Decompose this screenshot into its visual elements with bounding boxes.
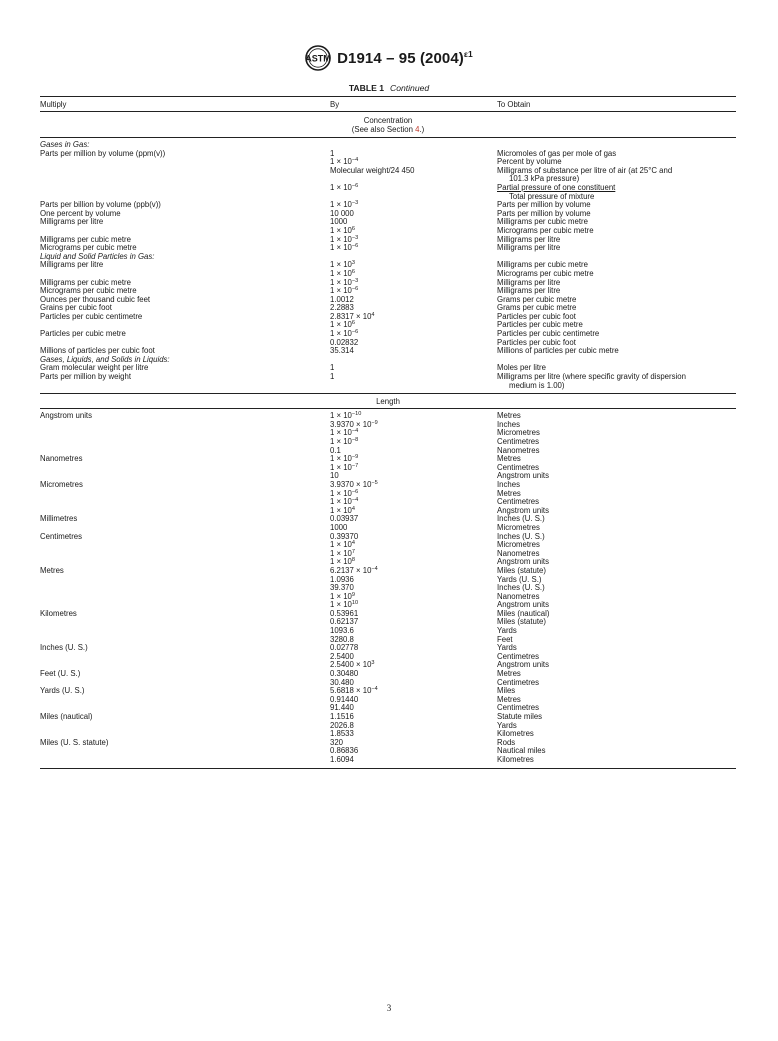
- multiply-cell: [40, 576, 330, 585]
- multiply-cell: [40, 472, 330, 481]
- document-designation: D1914 – 95 $(2004)^{\varepsilon 1}$: [337, 48, 473, 67]
- by-cell: 39.370: [330, 583, 354, 593]
- multiply-cell: [40, 584, 330, 593]
- multiply-cell: [40, 593, 330, 602]
- by-cell: $2.8317 \times 10^4$: [330, 311, 375, 321]
- partial-pressure-numerator: Partial pressure of one constituent: [497, 182, 616, 192]
- multiply-cell: [40, 618, 330, 627]
- to-obtain-cell: Feet: [497, 634, 513, 644]
- multiply-cell: Grains per cubic foot: [40, 303, 112, 313]
- to-obtain-cell: Particles per cubic foot: [497, 337, 576, 347]
- multiply-cell: Parts per million by weight: [40, 372, 132, 382]
- table-continued: Continued: [389, 83, 430, 93]
- by-cell: $1 \times 10^{-4}$: [330, 497, 359, 507]
- column-header-to-obtain: To Obtain: [497, 99, 531, 109]
- by-cell: $1 \times 10^3$: [330, 260, 356, 270]
- to-obtain-cell: Milligrams per cubic metre: [497, 217, 588, 227]
- by-cell: 1093.6: [330, 626, 354, 636]
- astm-logo-icon: [305, 45, 331, 71]
- by-cell: 1000: [330, 217, 348, 227]
- multiply-cell: Particles per cubic centimetre: [40, 311, 143, 321]
- table-row: [40, 330, 736, 339]
- table-row: [40, 218, 736, 227]
- to-obtain-cell: Micrometres: [497, 428, 540, 438]
- to-obtain-cell: Micromoles of gas per mole of gas: [497, 148, 617, 158]
- category-liquid-solid-particles: Liquid and Solid Particles in Gas:: [40, 251, 155, 261]
- section-header-concentration: Concentration (See also Section 4.): [40, 112, 736, 138]
- multiply-cell: Miles (nautical): [40, 712, 93, 721]
- by-cell: $1 \times 10^{-6}$: [330, 329, 359, 339]
- by-cell: 35.314: [330, 346, 354, 356]
- multiply-cell: [40, 747, 330, 756]
- multiply-cell: [40, 429, 330, 438]
- table-row: [40, 670, 736, 679]
- multiply-cell: Parts per billion by volume (ppb(v)): [40, 200, 161, 210]
- table-column-headers: [40, 97, 736, 112]
- table-row: [40, 584, 736, 593]
- multiply-cell: [40, 524, 330, 533]
- table-caption: [0, 83, 778, 93]
- category-gases-liquids-solids: Gases, Liquids, and Solids in Liquids:: [40, 354, 170, 364]
- table-row: [40, 576, 736, 585]
- to-obtain-cell: Milligrams per litre (where specific gravity of dispersion medium is 1.00): [497, 372, 686, 390]
- by-cell: 0.53961: [330, 608, 359, 618]
- table-label: TABLE 1: [348, 83, 384, 93]
- multiply-cell: Millimetres: [40, 514, 78, 524]
- to-obtain-cell: Centimetres: [497, 497, 540, 507]
- by-cell: 1000: [330, 522, 348, 532]
- to-obtain-cell: Miles: [497, 686, 516, 696]
- by-cell: $1 \times 10^{-3}$: [330, 234, 359, 244]
- by-cell: $1 \times 10^{-7}$: [330, 462, 359, 472]
- table-row: [40, 472, 736, 481]
- table-row: [40, 696, 736, 705]
- document-header: [0, 44, 778, 72]
- by-cell: 0.39370: [330, 531, 359, 541]
- by-cell: $1 \times 10^{-4}$: [330, 157, 359, 167]
- by-cell: 1.8533: [330, 729, 354, 739]
- multiply-cell: Gram molecular weight per litre: [40, 363, 149, 373]
- multiply-cell: [40, 447, 330, 456]
- table-row: [40, 421, 736, 430]
- category-gases-in-gas: Gases in Gas:: [40, 140, 90, 149]
- table-row: [40, 713, 736, 722]
- to-obtain-cell: Grams per cubic metre: [497, 294, 577, 304]
- to-obtain-cell: Particles per cubic centimetre: [497, 329, 600, 339]
- by-cell: $3.9370 \times 10^{-5}$: [330, 479, 378, 489]
- to-obtain-cell: Metres: [497, 488, 521, 498]
- to-obtain-cell: Angstrom units: [497, 471, 550, 481]
- table-row: [40, 184, 736, 201]
- to-obtain-cell: Milligrams per litre: [497, 234, 561, 244]
- by-cell: 1.0936: [330, 574, 354, 584]
- multiply-cell: [40, 158, 330, 167]
- to-obtain-cell: Moles per litre: [497, 363, 546, 373]
- table-row: [40, 507, 736, 516]
- to-obtain-cell: Miles (nautical): [497, 608, 550, 618]
- to-obtain-cell: Metres: [497, 454, 521, 464]
- by-cell: 2.2883: [330, 303, 354, 313]
- by-cell: $5.6818 \times 10^{-4}$: [330, 686, 378, 696]
- multiply-cell: [40, 696, 330, 705]
- partial-pressure-denominator: Total pressure of mixture: [509, 191, 595, 201]
- to-obtain-cell: Angstrom units: [497, 505, 550, 515]
- table-row: [40, 593, 736, 602]
- table-row: [40, 722, 736, 731]
- by-cell: 1: [330, 372, 335, 382]
- by-cell: $1 \times 10^6$: [330, 268, 356, 278]
- by-cell: $1 \times 10^{-8}$: [330, 437, 359, 446]
- multiply-cell: Feet (U. S.): [40, 669, 81, 679]
- to-obtain-cell: Milligrams of substance per litre of air (at 25°C and 101.3 kPa pressure): [497, 165, 673, 184]
- multiply-cell: Milligrams per cubic metre: [40, 234, 131, 244]
- multiply-cell: [40, 550, 330, 559]
- by-cell: $1 \times 10^{-6}$: [330, 286, 359, 296]
- multiply-cell: Milligrams per litre: [40, 217, 104, 227]
- table-row: [40, 150, 736, 159]
- table-row: [40, 210, 736, 219]
- table-row: [40, 313, 736, 322]
- by-cell: 0.62137: [330, 617, 359, 627]
- table-row: [40, 296, 736, 305]
- by-cell: $1 \times 10^9$: [330, 591, 356, 601]
- multiply-cell: [40, 167, 330, 184]
- to-obtain-cell: Inches: [497, 419, 520, 429]
- table-row: [40, 533, 736, 542]
- table-row: [40, 636, 736, 645]
- by-cell: 1.1516: [330, 712, 354, 721]
- to-obtain-cell: Centimetres: [497, 703, 540, 713]
- multiply-cell: [40, 541, 330, 550]
- table-row: [40, 515, 736, 524]
- to-obtain-cell: Micrometres: [497, 522, 540, 532]
- to-obtain-cell: Metres: [497, 694, 521, 704]
- table-row: [40, 687, 736, 696]
- multiply-cell: Miles (U. S. statute): [40, 737, 109, 747]
- by-cell: $6.2137 \times 10^{-4}$: [330, 565, 378, 575]
- table-row: [40, 167, 736, 184]
- table-row: [40, 201, 736, 210]
- table-row: [40, 261, 736, 270]
- table-row: [40, 550, 736, 559]
- multiply-cell: [40, 653, 330, 662]
- table-row: [40, 627, 736, 636]
- to-obtain-cell: Milligrams per litre: [497, 243, 561, 253]
- by-cell: 0.86836: [330, 746, 359, 756]
- to-obtain-cell: Percent by volume: [497, 157, 562, 167]
- multiply-cell: Micrograms per cubic metre: [40, 286, 137, 296]
- multiply-cell: Particles per cubic metre: [40, 329, 126, 339]
- by-cell: $1 \times 10^{10}$: [330, 600, 359, 610]
- table-row: [40, 429, 736, 438]
- multiply-cell: One percent by volume: [40, 208, 121, 218]
- by-cell: 30.480: [330, 677, 354, 687]
- by-cell: $1 \times 10^{-3}$: [330, 277, 359, 287]
- by-cell: 0.02778: [330, 643, 359, 653]
- to-obtain-cell: Yards: [497, 643, 517, 653]
- column-header-by: By: [330, 99, 340, 109]
- to-obtain-cell: Metres: [497, 411, 521, 421]
- multiply-cell: [40, 464, 330, 473]
- by-cell: $1 \times 10^{-6}$: [330, 488, 359, 498]
- multiply-cell: [40, 627, 330, 636]
- to-obtain-cell: Inches (U. S.): [497, 514, 545, 524]
- by-cell: 320: [330, 737, 344, 747]
- by-cell: 3280.8: [330, 634, 354, 644]
- to-obtain-cell: Inches (U. S.): [497, 531, 545, 541]
- table-row: [40, 610, 736, 619]
- to-obtain-cell: Angstrom units: [497, 557, 550, 567]
- by-cell: 1: [330, 363, 335, 373]
- multiply-cell: Millions of particles per cubic foot: [40, 346, 155, 356]
- multiply-cell: Micrograms per cubic metre: [40, 243, 137, 253]
- by-cell: $1 \times 10^4$: [330, 505, 356, 515]
- section-header-length: Length: [40, 393, 736, 409]
- to-obtain-cell: Centimetres: [497, 651, 540, 661]
- multiply-cell: Micrometres: [40, 479, 83, 489]
- by-cell: $1 \times 10^6$: [330, 225, 356, 235]
- multiply-cell: Angstrom units: [40, 411, 93, 421]
- multiply-cell: [40, 421, 330, 430]
- to-obtain-cell: Centimetres: [497, 677, 540, 687]
- to-obtain-cell: Grams per cubic metre: [497, 303, 577, 313]
- by-cell: 0.91440: [330, 694, 359, 704]
- to-obtain-cell: Inches (U. S.): [497, 583, 545, 593]
- table-row: [40, 412, 736, 421]
- to-obtain-cell: Milligrams per cubic metre: [497, 260, 588, 270]
- to-obtain-cell: Micrograms per cubic metre: [497, 225, 594, 235]
- by-cell: $1 \times 10^{-4}$: [330, 428, 359, 438]
- table-row: [40, 464, 736, 473]
- table-row: [40, 498, 736, 507]
- multiply-cell: [40, 498, 330, 507]
- to-obtain-cell: Parts per million by volume: [497, 208, 591, 218]
- page-number: 3: [386, 1003, 392, 1013]
- table-row: [40, 304, 736, 313]
- table-row: [40, 524, 736, 533]
- to-obtain-cell: Centimetres: [497, 462, 540, 472]
- to-obtain-cell: Yards (U. S.): [497, 574, 542, 584]
- multiply-cell: [40, 558, 330, 567]
- by-value: $1 \times 10^{-6}$: [330, 182, 359, 192]
- table-row: [40, 373, 736, 390]
- by-cell: $1 \times 10^{-9}$: [330, 454, 359, 464]
- by-cell: $1 \times 10^6$: [330, 320, 356, 330]
- to-obtain-cell: Micrometres: [497, 540, 540, 550]
- table-row: [40, 601, 736, 610]
- to-obtain-cell: Miles (statute): [497, 565, 546, 575]
- table-row: [40, 644, 736, 653]
- to-obtain-cell: Particles per cubic metre: [497, 320, 583, 330]
- multiply-cell: [40, 601, 330, 610]
- multiply-cell: Nanometres: [40, 454, 83, 464]
- to-obtain-cell: Nautical miles: [497, 746, 546, 756]
- to-obtain-cell: Milligrams per litre: [497, 286, 561, 296]
- by-cell: 0.02832: [330, 337, 359, 347]
- multiply-cell: [40, 722, 330, 731]
- table-row: [40, 541, 736, 550]
- table-row: [40, 236, 736, 245]
- to-obtain-cell: Milligrams per litre: [497, 277, 561, 287]
- table-row: [40, 455, 736, 464]
- table-row: [40, 567, 736, 576]
- to-obtain-cell: Kilometres: [497, 729, 534, 739]
- table-row: [40, 653, 736, 662]
- by-cell: $1 \times 10^8$: [330, 557, 356, 567]
- to-obtain-cell: Metres: [497, 669, 521, 679]
- column-header-multiply: Multiply: [40, 99, 67, 109]
- to-obtain-cell: Angstrom units: [497, 660, 550, 670]
- multiply-cell: Yards (U. S.): [40, 686, 85, 696]
- multiply-cell: Kilometres: [40, 608, 77, 618]
- to-obtain-cell: Nanometres: [497, 548, 540, 558]
- multiply-cell: [40, 507, 330, 516]
- multiply-cell: [40, 490, 330, 499]
- to-obtain-cell: Yards: [497, 626, 517, 636]
- to-obtain-cell: Centimetres: [497, 437, 540, 446]
- by-cell: $3.9370 \times 10^{-9}$: [330, 419, 378, 429]
- multiply-cell: Milligrams per litre: [40, 260, 104, 270]
- multiply-cell: [40, 438, 330, 447]
- by-cell: 10: [330, 471, 339, 481]
- by-cell: 1.0012: [330, 294, 354, 304]
- by-cell: 2.5400: [330, 651, 354, 661]
- to-obtain-cell: Particles per cubic foot: [497, 311, 576, 321]
- table-row: [40, 618, 736, 627]
- to-obtain-cell: Miles (statute): [497, 617, 546, 627]
- by-cell: 0.1: [330, 445, 341, 455]
- svg-text:ASTM: ASTM: [305, 53, 331, 64]
- multiply-cell: Ounces per thousand cubic feet: [40, 294, 151, 304]
- multiply-cell: Metres: [40, 565, 64, 575]
- multiply-cell: [40, 756, 330, 765]
- table-row: [40, 227, 736, 236]
- by-cell: $1 \times 10^{-10}$: [330, 411, 362, 421]
- table-row: [40, 438, 736, 447]
- by-cell: 91.440: [330, 703, 354, 713]
- to-obtain-cell: Angstrom units: [497, 600, 550, 610]
- to-obtain-cell: Parts per million by volume: [497, 200, 591, 210]
- by-cell: 0.30480: [330, 669, 359, 679]
- by-cell: $1 \times 10^4$: [330, 540, 356, 550]
- to-obtain-cell: Nanometres: [497, 591, 540, 601]
- multiply-cell: Inches (U. S.): [40, 643, 88, 653]
- by-cell: $2.5400 \times 10^3$: [330, 660, 375, 670]
- multiply-cell: Centimetres: [40, 531, 83, 541]
- to-obtain-cell: Yards: [497, 720, 517, 730]
- table-row: [40, 321, 736, 330]
- multiply-cell: Parts per million by volume (ppm(v)): [40, 148, 166, 158]
- to-obtain-cell: Statute miles: [497, 712, 543, 721]
- table-row: [40, 730, 736, 739]
- section-4-link[interactable]: 4: [415, 125, 420, 134]
- by-cell: 2026.8: [330, 720, 354, 730]
- by-cell: $1 \times 10^{-6}$: [330, 243, 359, 253]
- conversion-table: [40, 96, 736, 769]
- by-cell: 10 000: [330, 208, 354, 218]
- table-row: [40, 447, 736, 456]
- table-row: [40, 739, 736, 748]
- to-obtain-cell: Kilometres: [497, 754, 534, 764]
- table-row: [40, 558, 736, 567]
- by-cell: 1: [330, 148, 335, 158]
- table-row: [40, 481, 736, 490]
- by-cell: 0.03937: [330, 514, 359, 524]
- multiply-cell: [40, 661, 330, 670]
- by-cell: 1.6094: [330, 754, 354, 764]
- by-cell: $1 \times 10^7$: [330, 548, 356, 558]
- table-row: [40, 756, 736, 765]
- table-row: [40, 704, 736, 713]
- to-obtain-cell: Rods: [497, 737, 516, 747]
- by-cell: $1 \times 10^{-3}$: [330, 200, 359, 210]
- table-row: [40, 490, 736, 499]
- table-row: [40, 661, 736, 670]
- table-row: [40, 270, 736, 279]
- to-obtain-cell: Millions of particles per cubic metre: [497, 346, 619, 356]
- to-obtain-cell: Nanometres: [497, 445, 540, 455]
- by-cell: Molecular weight/24 450: [330, 165, 415, 175]
- table-row: [40, 679, 736, 688]
- table-row: [40, 279, 736, 288]
- to-obtain-cell: Micrograms per cubic metre: [497, 268, 594, 278]
- table-row: [40, 747, 736, 756]
- multiply-cell: Milligrams per cubic metre: [40, 277, 131, 287]
- to-obtain-cell: Inches: [497, 479, 520, 489]
